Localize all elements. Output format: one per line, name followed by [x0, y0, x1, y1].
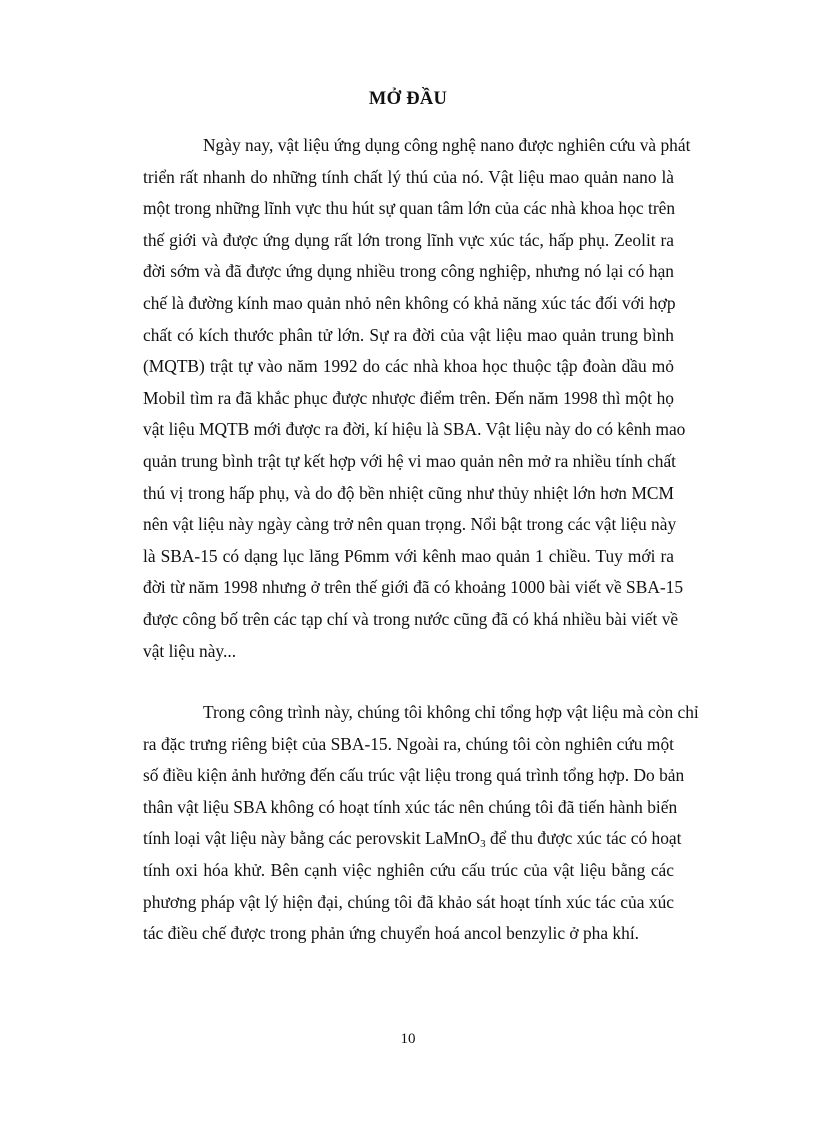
text-line: chất có kích thước phân tử lớn. Sự ra đời của vật liệu mao quản trung bình [143, 324, 674, 345]
text-fragment: để thu được xúc tác có hoạt [485, 828, 682, 849]
paragraph-introduction [143, 130, 691, 667]
text-line: ra đặc trưng riêng biệt của SBA-15. Ngoài ra, chúng tôi còn nghiên cứu một [143, 733, 674, 754]
text-line: Trong công trình này, chúng tôi không chỉ tổng hợp vật liệu mà còn chỉ [203, 702, 699, 722]
text-line: chế là đường kính mao quản nhỏ nên không có khả năng xúc tác đối với hợp [143, 292, 676, 313]
text-line: (MQTB) trật tự vào năm 1992 do các nhà khoa học thuộc tập đoàn dầu mỏ [143, 356, 674, 377]
text-line: thú vị trong hấp phụ, và do độ bền nhiệt cũng như thủy nhiệt lớn hơn MCM [143, 482, 674, 503]
page-title: MỞ ĐẦU [368, 89, 448, 109]
text-line: tác điều chế được trong phản ứng chuyển hoá ancol benzylic ở pha khí. [143, 923, 639, 944]
text-line: số điều kiện ảnh hưởng đến cấu trúc vật liệu trong quá trình tổng hợp. Do bản [143, 765, 685, 786]
text-fragment: tính loại vật liệu này bằng các perovskit LaMnO [143, 828, 481, 849]
page-number: 10 [400, 1031, 416, 1047]
text-line: đời sớm và đã được ứng dụng nhiều trong công nghiệp, nhưng nó lại có hạn [143, 261, 674, 282]
formula-subscript: 3 [480, 838, 486, 851]
text-line: triển rất nhanh do những tính chất lý thú của nó. Vật liệu mao quản nano là [143, 166, 674, 187]
text-line: quản trung bình trật tự kết hợp với hệ vi mao quản nên mở ra nhiều tính chất [143, 450, 677, 471]
text-line: được công bố trên các tạp chí và trong nước cũng đã có khá nhiều bài viết về [143, 608, 679, 629]
text-line: tính oxi hóa khử. Bên cạnh việc nghiên cứu cấu trúc của vật liệu bằng các [143, 859, 674, 880]
text-line-with-formula [143, 823, 682, 855]
text-line: vật liệu này... [143, 640, 237, 661]
text-line: Ngày nay, vật liệu ứng dụng công nghệ nano được nghiên cứu và phát [203, 135, 691, 155]
text-line: vật liệu MQTB mới được ra đời, kí hiệu là SBA. Vật liệu này do có kênh mao [143, 419, 686, 440]
text-line: thân vật liệu SBA không có hoạt tính xúc tác nên chúng tôi đã tiến hành biến [143, 796, 678, 817]
text-line: là SBA-15 có dạng lục lăng P6mm với kênh mao quản 1 chiều. Tuy mới ra [143, 545, 674, 566]
text-line: đời từ năm 1998 nhưng ở trên thế giới đã có khoảng 1000 bài viết về SBA-15 [143, 577, 684, 598]
text-line: phương pháp vật lý hiện đại, chúng tôi đã khảo sát hoạt tính xúc tác của xúc [143, 891, 674, 912]
text-line: thế giới và được ứng dụng rất lớn trong lĩnh vực xúc tác, hấp phụ. Zeolit ra [143, 229, 674, 250]
text-line: Mobil tìm ra đã khắc phục được nhược điểm trên. Đến năm 1998 thì một họ [143, 387, 674, 408]
text-line: một trong những lĩnh vực thu hút sự quan tâm lớn của các nhà khoa học trên [143, 198, 676, 219]
paragraph-research-scope [143, 697, 699, 950]
text-line: nên vật liệu này ngày càng trở nên quan trọng. Nổi bật trong các vật liệu này [143, 514, 677, 535]
